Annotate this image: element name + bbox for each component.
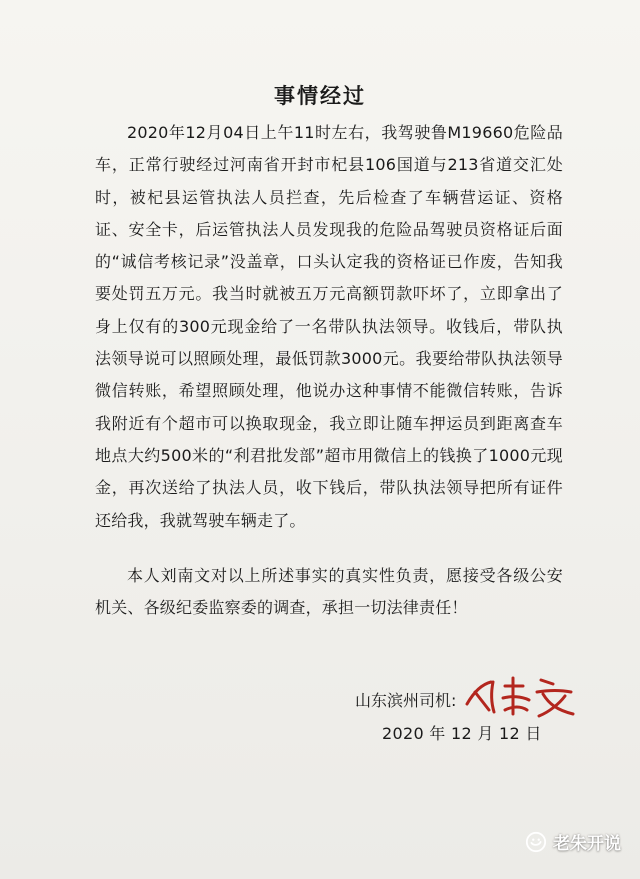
wechat-official-account-icon — [525, 831, 547, 853]
signature-row — [355, 680, 585, 720]
signature-label: 山东滨州司机: — [355, 691, 457, 710]
paragraph-incident: 2020年12月04日上午11时左右，我驾驶鲁M19660危险品车，正常行驶经过河南省开封市杞县106国道与213省道交汇处时，被杞县运管执法人员拦查，先后检查了车辆营运证、资格证、安全卡，后运管执法人员发现我的危险品驾驶员资格证后面的“诚信考核记录”没盖章，口头认定我的资格证已作废，告知我要处罚五万元。我当时就被五万元高额罚款吓坏了，立即拿出了身上仅有的300元现金给了一名带队执法领导。收钱后，带队执法领导说可以照顾处理，最低罚款3000元。我要给带队执法领导微信转账，希望照顾处理，他说办这种事情不能微信转账，告诉我附近有个超市可以换取现金，我立即让随车押运员到距离查车地点大约500米的“利君批发部”超市用微信上的钱换了1000元现金，再次送给了执法人员，收下钱后，带队执法领导把所有证件还给我，我就驾驶车辆走了。 — [95, 123, 563, 530]
document-title: 事情经过 — [274, 84, 366, 108]
paragraph-declaration: 本人刘南文对以上所述事实的真实性负责，愿接受各级公安机关、各级纪委监察委的调查，承担一切法律责任！ — [95, 566, 563, 618]
handwritten-signature — [461, 670, 581, 720]
document-date: 2020 年 12 月 12 日 — [382, 724, 542, 743]
watermark — [525, 829, 621, 854]
watermark-text: 老朱开说 — [553, 834, 621, 854]
